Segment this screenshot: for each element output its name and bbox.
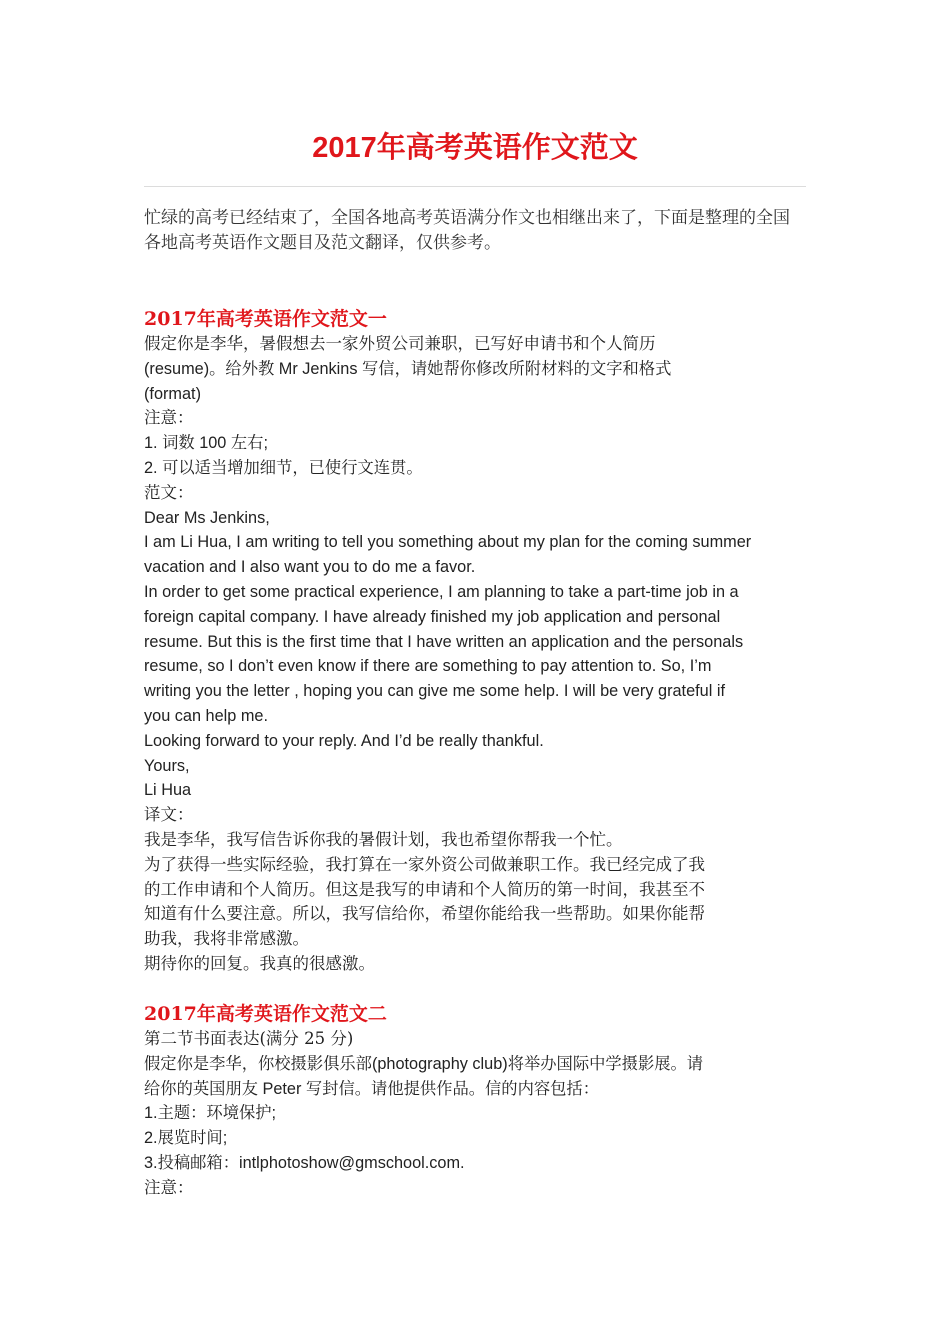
text-line: 1.主题：环境保护; [144, 1104, 277, 1123]
text-line: (format) [144, 384, 201, 403]
text-line: 期待你的回复。我真的很感激。 [144, 953, 375, 973]
text-line: 范文： [144, 482, 194, 502]
text-line: 我是李华，我写信告诉你我的暑假计划，我也希望你帮我一个忙。 [144, 829, 623, 849]
text-line: 假定你是李华，你校摄影俱乐部(photography club)将举办国际中学摄影展。请 [144, 1054, 704, 1073]
text-line: 助我，我将非常感激。 [144, 929, 309, 949]
text-line: Yours, [144, 756, 190, 775]
text-line: I am Li Hua, I am writing to tell you something about my plan for the coming summer [144, 533, 752, 552]
section-heading: 2017年高考英语作文范文二 [144, 1003, 387, 1025]
text-line: vacation and I also want you to do me a favor. [144, 558, 476, 577]
text-line: resume, so I don’t even know if there are something to pay attention to. So, I’m [144, 657, 712, 676]
intro-paragraph: 忙绿的高考已经结束了，全国各地高考英语满分作文也相继出来了，下面是整理的全国各地高考英语作文题目及范文翻译，仅供参考。 [144, 208, 790, 253]
text-line: 给你的英国朋友 Peter 写封信。请他提供作品。信的内容包括： [144, 1079, 599, 1098]
text-line: 第二节书面表达(满分 25 分) [144, 1029, 354, 1048]
text-line: 1. 词数 100 左右; [144, 434, 268, 453]
text-line: foreign capital company. I have already finished my job application and personal [144, 607, 721, 626]
text-line: 知道有什么要注意。所以，我写信给你，希望你能给我一些帮助。如果你能帮 [144, 904, 705, 924]
text-line: 2. 可以适当增加细节，已使行文连贯。 [144, 458, 423, 477]
text-line: In order to get some practical experience, I am planning to take a part-time job in a [144, 582, 739, 601]
text-line: 2.展览时间; [144, 1129, 228, 1148]
text-line: 注意： [144, 408, 194, 428]
text-line: 译文： [144, 805, 194, 825]
text-line: Looking forward to your reply. And I’d be really thankful. [144, 731, 544, 750]
section-body [144, 332, 809, 977]
text-line: writing you the letter , hoping you can give me some help. I will be very grateful if [144, 682, 725, 701]
text-line: Li Hua [144, 781, 192, 800]
text-line: 的工作申请和个人简历。但这是我写的申请和个人简历的第一时间，我甚至不 [144, 879, 705, 899]
title-divider [144, 186, 806, 187]
text-line: 3.投稿邮箱：intlphotoshow@gmschool.com. [144, 1153, 465, 1172]
essay-section-2 [144, 1000, 809, 1201]
text-line: 假定你是李华，暑假想去一家外贸公司兼职，已写好申请书和个人简历 [144, 334, 656, 353]
essay-section-1 [144, 305, 809, 977]
text-line: resume. But this is the first time that I have written an application and the personals [144, 632, 744, 651]
text-line: you can help me. [144, 706, 268, 725]
text-line: (resume)。给外教 Mr Jenkins 写信，请她帮你修改所附材料的文字和格式 [144, 359, 672, 378]
document-title: 2017年高考英语作文范文 [312, 132, 638, 164]
text-line: 注意： [144, 1177, 194, 1197]
text-line: Dear Ms Jenkins, [144, 508, 270, 527]
section-body [144, 1027, 809, 1201]
text-line: 为了获得一些实际经验，我打算在一家外资公司做兼职工作。我已经完成了我 [144, 854, 705, 874]
section-heading: 2017年高考英语作文范文一 [144, 308, 387, 330]
